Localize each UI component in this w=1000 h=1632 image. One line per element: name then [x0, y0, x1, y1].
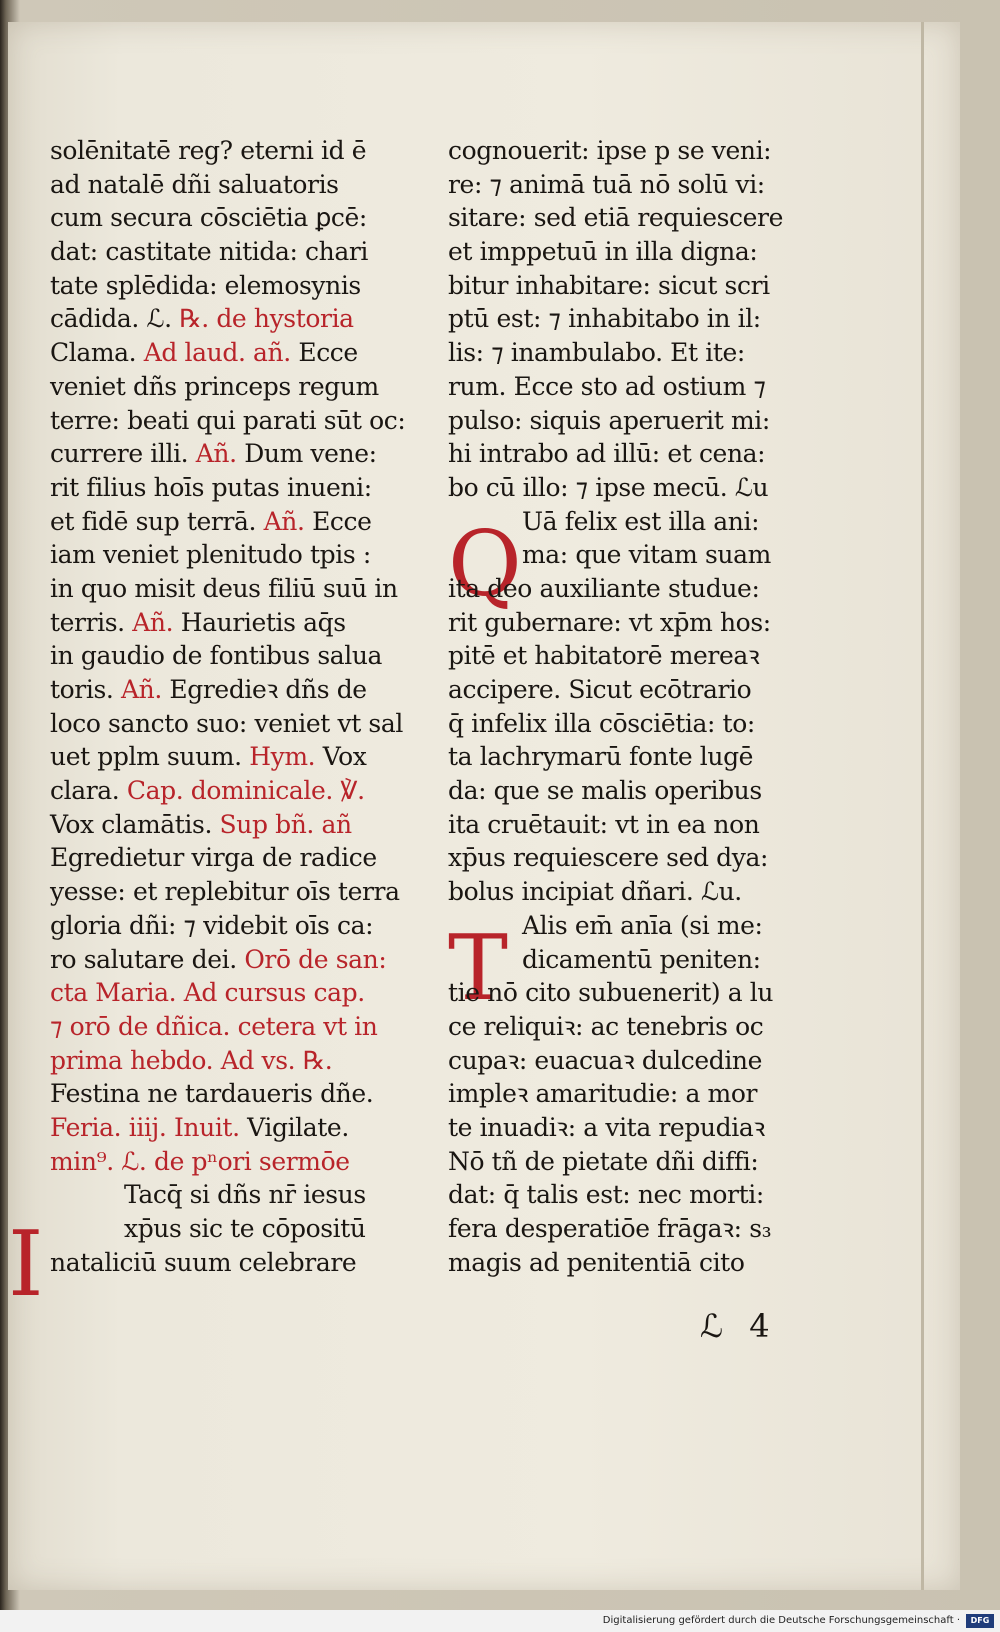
text-line [50, 235, 420, 269]
body-text: fera desperatiōe frāgaꝛ: s₃ [448, 1214, 772, 1243]
text-line [448, 606, 818, 640]
body-text: terris. [50, 607, 133, 637]
body-text: te inuadiꝛ: a vita repudiaꝛ [448, 1112, 765, 1142]
text-line [50, 1178, 420, 1212]
body-text: in quo misit deus filiū suū in [50, 573, 398, 603]
body-text: Festina ne tardaueris dñe. [50, 1079, 374, 1109]
body-text: impleꝛ amaritudie: a mor [448, 1079, 758, 1109]
text-line [50, 1246, 420, 1280]
body-text: Clama. [50, 338, 144, 368]
dropcap-initial-left: I [8, 1212, 44, 1317]
text-line [448, 740, 818, 774]
body-text: cognouerit: ipse p se veni: [448, 136, 772, 165]
text-line [50, 1077, 420, 1111]
rubric-text: Añ. [263, 506, 313, 536]
body-text: iam veniet plenitudo tpis : [50, 540, 371, 570]
text-line [50, 168, 420, 202]
body-text: yesse: et replebitur oīs terra [50, 877, 400, 907]
rubric-text: Ad laud. añ. [143, 338, 299, 368]
text-line [50, 404, 420, 438]
body-text: pitē et habitatorē mereaꝛ [448, 641, 760, 671]
body-text: cādida. ℒ. [50, 304, 180, 334]
body-text: xp̄us requiescere sed dya: [448, 843, 768, 873]
body-text: Ecce [312, 506, 372, 536]
body-text: gloria dñi: ⁊ videbit oīs ca: [50, 910, 374, 940]
text-line [50, 1145, 420, 1179]
text-line [448, 808, 818, 842]
body-text: bitur inhabitare: sicut scri [448, 270, 770, 300]
text-line [50, 841, 420, 875]
text-line [448, 774, 818, 808]
text-line [448, 168, 818, 202]
text-line [50, 1212, 420, 1246]
text-line [50, 774, 420, 808]
text-line [448, 134, 818, 168]
body-text: terre: beati qui parati sūt oc: [50, 405, 406, 435]
text-line [448, 841, 818, 875]
body-text: Egredietur virga de radice [50, 843, 377, 873]
body-text: currere illi. [50, 439, 196, 469]
text-line [50, 1044, 420, 1078]
text-line [448, 437, 818, 471]
body-text: solēnitatē reg? eterni id ē [50, 136, 367, 165]
signature-mark: ℒ 4 [700, 1307, 778, 1345]
body-text: ta lachrymarū fonte lugē [448, 742, 754, 772]
body-text: uet pplm suum. [50, 742, 250, 772]
rubric-text: Añ. [195, 439, 245, 469]
rubric-text: Cap. dominicale. ℣. [126, 776, 365, 806]
body-text: in gaudio de fontibus salua [50, 641, 383, 671]
rubric-text: Añ. [120, 675, 170, 704]
text-line [50, 875, 420, 909]
text-line [50, 943, 420, 977]
body-text: cupaꝛ: euacuaꝛ dulcedine [448, 1045, 763, 1075]
footer-bar [0, 1610, 1000, 1632]
body-text: lis: ⁊ inambulabo. Et ite: [448, 338, 745, 368]
body-text: ita cruētauit: vt in ea non [448, 809, 760, 839]
text-line [50, 572, 420, 606]
text-line [448, 875, 818, 909]
body-text: accipere. Sicut ecōtrario [448, 675, 752, 704]
text-line [448, 235, 818, 269]
page-edge [921, 22, 924, 1590]
text-line [448, 1145, 818, 1179]
text-line [448, 707, 818, 741]
body-text: et fidē sup terrā. [50, 506, 264, 536]
text-line [50, 370, 420, 404]
text-line [50, 639, 420, 673]
text-line [448, 1246, 818, 1280]
text-line [448, 673, 818, 707]
body-text: q̄ infelix illa cōsciētia: to: [448, 708, 755, 738]
rubric-text: cta Maria. Ad cursus cap. [50, 978, 365, 1008]
text-line [448, 572, 818, 606]
rubric-text: min⁹. ℒ. de pⁿori sermōe [50, 1146, 350, 1176]
body-text: da: que se malis operibus [448, 776, 762, 806]
body-text: rum. Ecce sto ad ostium ⁊ [448, 371, 766, 401]
body-text: Vigilate. [247, 1112, 349, 1142]
body-text: xp̄us sic te cōpositū [124, 1214, 366, 1243]
text-line [50, 707, 420, 741]
text-line [448, 639, 818, 673]
body-text: ad natalē dñi saluatoris [50, 169, 339, 199]
rubric-text: Añ. [132, 607, 181, 637]
body-text: loco sancto suo: veniet vt sal [50, 708, 403, 738]
body-text: ro salutare dei. [50, 944, 245, 974]
text-column-left [50, 134, 420, 1279]
text-line [50, 740, 420, 774]
rubric-text: ℞. de hystoria [179, 304, 354, 334]
text-line [50, 1010, 420, 1044]
text-line [448, 943, 818, 977]
text-line [448, 269, 818, 303]
text-line [448, 1010, 818, 1044]
body-text: sitare: sed etiā requiescere [448, 203, 783, 233]
body-text: dat: q̄ talis est: nec morti: [448, 1180, 764, 1210]
body-text: dicamentū peniten: [522, 944, 761, 974]
text-line [50, 201, 420, 235]
body-text: Nō tñ de pietate dñi diffi: [448, 1146, 759, 1176]
rubric-text: Sup bñ. añ [219, 809, 352, 839]
text-line [448, 538, 818, 572]
text-line [448, 471, 818, 505]
dfg-logo: DFG [966, 1614, 994, 1628]
body-text: tate splēdida: elemosynis [50, 270, 361, 300]
text-line [50, 538, 420, 572]
body-text: Dum vene: [244, 439, 377, 469]
text-line [448, 909, 818, 943]
text-line [50, 673, 420, 707]
body-text: Vox [322, 742, 367, 772]
text-line [448, 976, 818, 1010]
text-line [50, 134, 420, 168]
text-line [448, 404, 818, 438]
body-text: veniet dñs princeps regum [50, 371, 379, 401]
text-line [50, 437, 420, 471]
rubric-text: Orō de san: [244, 944, 387, 974]
body-text: et imppetuū in illa digna: [448, 237, 758, 267]
body-text: ce reliquiꝛ: ac tenebris oc [448, 1011, 764, 1041]
dropcap-initial-right-first: Q [448, 512, 522, 617]
rubric-text: Feria. iiij. Inuit. [50, 1112, 248, 1142]
rubric-text: ⁊ orō de dñica. cetera vt in [50, 1011, 378, 1041]
text-column-right [448, 134, 818, 1279]
footer-credit: Digitalisierung gefördert durch die Deutsche Forschungsgemeinschaft · [602, 1615, 960, 1626]
rubric-text: prima hebdo. Ad vs. ℞. [50, 1045, 333, 1075]
body-text: bo cū illo: ⁊ ipse mecū. ℒu [448, 472, 769, 502]
text-line [50, 808, 420, 842]
text-line [50, 505, 420, 539]
text-line [448, 336, 818, 370]
body-text: Haurietis aq̄s [180, 607, 346, 637]
body-text: ptū est: ⁊ inhabitabo in il: [448, 304, 761, 334]
text-line [448, 370, 818, 404]
rubric-text: Hym. [249, 742, 323, 772]
text-line [448, 201, 818, 235]
text-line [448, 1044, 818, 1078]
text-line [50, 471, 420, 505]
text-line [50, 909, 420, 943]
body-text: magis ad penitentiā cito [448, 1247, 745, 1277]
body-text: re: ⁊ animā tuā nō solū vi: [448, 169, 765, 199]
text-line [50, 269, 420, 303]
body-text: pulso: siquis aperuerit mi: [448, 405, 770, 435]
text-line [50, 336, 420, 370]
body-text: Egredieꝛ dñs de [169, 675, 367, 704]
text-line [448, 1212, 818, 1246]
body-text: hi intrabo ad illū: et cena: [448, 439, 766, 469]
body-text: dat: castitate nitida: chari [50, 237, 369, 267]
body-text: bolus incipiat dñari. ℒu. [448, 877, 742, 907]
dropcap-initial-right-second: T [448, 916, 509, 1021]
body-text: Vox clamātis. [50, 809, 220, 839]
body-text: clara. [50, 776, 127, 806]
text-line [448, 1077, 818, 1111]
text-line [448, 302, 818, 336]
body-text: rit filius hoīs putas inueni: [50, 472, 372, 502]
body-text: ma: que vitam suam [522, 540, 771, 570]
body-text: Uā felix est illa ani: [522, 506, 760, 536]
body-text: ita deo auxiliante studue: [448, 573, 760, 603]
body-text: rit gubernare: vt xp̄m hos: [448, 607, 771, 637]
body-text: toris. [50, 675, 121, 704]
text-line [50, 976, 420, 1010]
body-text: nataliciū suum celebrare [50, 1247, 357, 1277]
text-line [50, 606, 420, 640]
text-line [50, 302, 420, 336]
body-text: Tacq̄ si dñs nr̄ iesus [124, 1180, 366, 1210]
text-line [448, 505, 818, 539]
text-line [50, 1111, 420, 1145]
body-text: cum secura cōsciētia ꝑcē: [50, 203, 367, 233]
body-text: tie nō cito subuenerit) a lu [448, 978, 774, 1008]
text-line [448, 1111, 818, 1145]
body-text: Alis em̄ anīa (si me: [522, 910, 763, 940]
body-text: Ecce [298, 338, 358, 368]
text-line [448, 1178, 818, 1212]
